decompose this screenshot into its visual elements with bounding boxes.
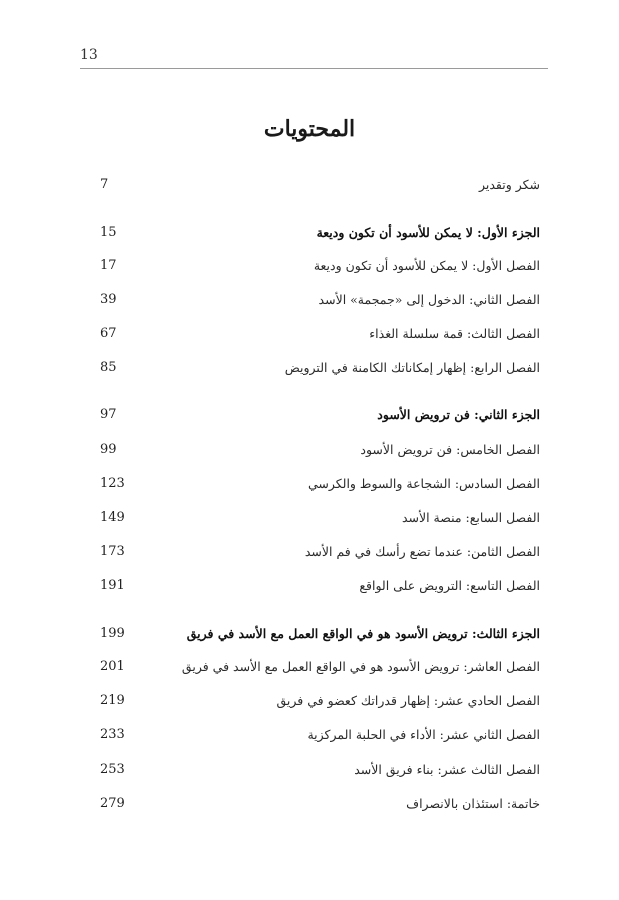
toc-entry — [100, 757, 540, 783]
toc-entry-label: الفصل التاسع: الترويض على الواقع — [359, 578, 540, 593]
toc-entry — [100, 287, 540, 313]
toc-entry-label: الفصل الثاني: الدخول إلى «جمجمة» الأسد — [318, 292, 540, 307]
toc-entry-label: الفصل العاشر: ترويض الأسود هو في الواقع العمل مع الأسد في فريق — [181, 659, 540, 674]
toc-entry-label: الجزء الثاني: فن ترويض الأسود — [377, 407, 540, 422]
toc-entry-label: الفصل الثامن: عندما تضع رأسك في فم الأسد — [304, 544, 540, 559]
toc-entry-page: 191 — [100, 578, 125, 593]
toc-entry — [100, 573, 540, 599]
toc-entry-page: 173 — [100, 544, 125, 559]
toc-entry-label: الفصل الرابع: إظهار إمكاناتك الكامنة في الترويض — [284, 360, 540, 375]
toc-entry — [100, 791, 540, 817]
toc-part-heading — [100, 402, 540, 428]
toc-entry — [100, 321, 540, 347]
toc-entry — [100, 172, 540, 198]
toc-entry-label: الفصل الثالث: قمة سلسلة الغذاء — [369, 326, 540, 341]
toc-entry — [100, 471, 540, 497]
toc-entry-page: 199 — [100, 626, 125, 641]
toc-entry-page: 15 — [100, 225, 117, 240]
toc-entry-page: 99 — [100, 442, 117, 457]
toc-entry-label: الجزء الأول: لا يمكن للأسود أن تكون وديعة — [316, 225, 540, 240]
toc-part-heading — [100, 220, 540, 246]
toc-entry — [100, 539, 540, 565]
toc-entry-label: الجزء الثالث: ترويض الأسود هو في الواقع العمل مع الأسد في فريق — [186, 626, 540, 641]
toc-entry-page: 85 — [100, 360, 117, 375]
toc-entry-page: 201 — [100, 659, 125, 674]
toc-entry-page: 219 — [100, 693, 125, 708]
page-title: المحتويات — [263, 116, 356, 142]
toc-entry-page: 253 — [100, 762, 125, 777]
toc-entry-page: 279 — [100, 796, 125, 811]
toc-entry — [100, 437, 540, 463]
toc-entry-label: خاتمة: استئذان بالانصراف — [406, 796, 540, 811]
toc-entry-label: شكر وتقدير — [478, 177, 540, 192]
toc-entry-label: الفصل الحادي عشر: إظهار قدراتك كعضو في فريق — [276, 693, 540, 708]
toc-entry — [100, 688, 540, 714]
page-number: 13 — [80, 47, 98, 63]
toc-entry-page: 67 — [100, 326, 117, 341]
toc-entry-label: الفصل السابع: منصة الأسد — [401, 510, 540, 525]
toc-entry — [100, 355, 540, 381]
toc-entry — [100, 722, 540, 748]
toc-entry-label: الفصل الثاني عشر: الأداء في الحلبة المركزية — [307, 727, 540, 742]
toc-entry-page: 97 — [100, 407, 117, 422]
toc-entry — [100, 505, 540, 531]
toc-part-heading — [100, 621, 540, 647]
toc-entry-page: 233 — [100, 727, 125, 742]
toc-entry-label: الفصل الأول: لا يمكن للأسود أن تكون وديعة — [313, 258, 540, 273]
toc-entry-label: الفصل الخامس: فن ترويض الأسود — [360, 442, 540, 457]
toc-entry-page: 149 — [100, 510, 125, 525]
header-rule — [80, 68, 548, 69]
toc-entry — [100, 253, 540, 279]
toc-entry — [100, 654, 540, 680]
toc-entry-page: 123 — [100, 476, 125, 491]
toc-entry-label: الفصل السادس: الشجاعة والسوط والكرسي — [307, 476, 540, 491]
toc-entry-label: الفصل الثالث عشر: بناء فريق الأسد — [354, 762, 540, 777]
toc-entry-page: 39 — [100, 292, 117, 307]
toc-entry-page: 7 — [100, 177, 109, 192]
toc-entry-page: 17 — [100, 258, 117, 273]
